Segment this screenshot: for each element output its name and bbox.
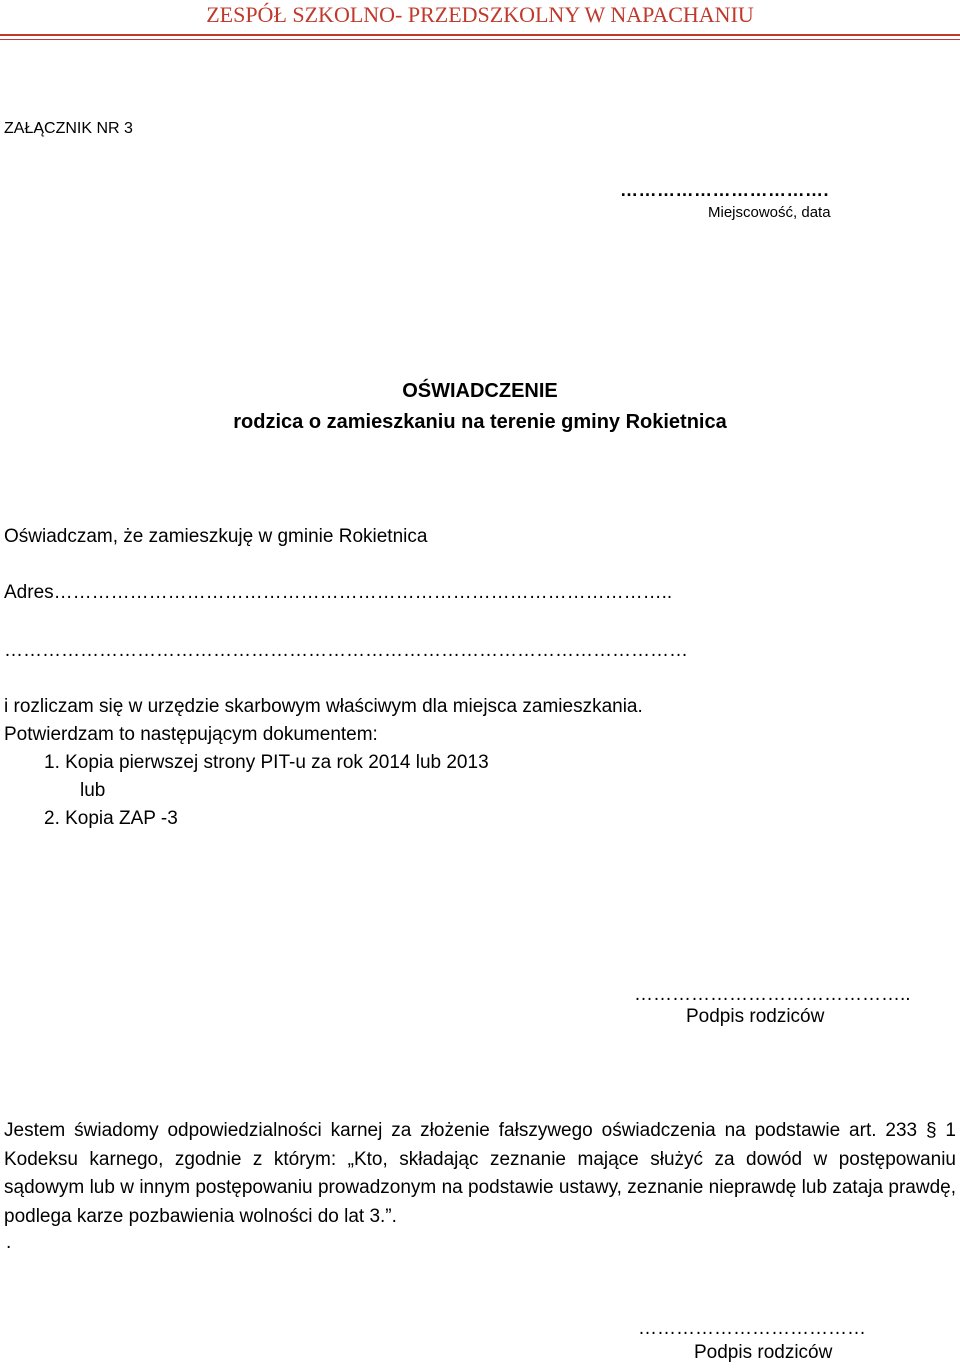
declaration-text: Oświadczam, że zamieszkuję w gminie Rokietnica — [4, 526, 428, 547]
confirm-text: Potwierdzam to następującym dokumentem: — [4, 724, 378, 745]
document-option-1: 1. Kopia pierwszej strony PIT-u za rok 2014 lub 2013 — [44, 752, 489, 773]
stray-dot: . — [6, 1232, 12, 1253]
document-option-2: 2. Kopia ZAP -3 — [44, 808, 178, 829]
document-option-or: lub — [80, 780, 106, 801]
header-rule-thin — [0, 39, 960, 40]
address-field: Adres…………………………………………………………………………………….. — [4, 582, 673, 603]
header-rule — [0, 34, 960, 36]
document-subtitle: rodzica o zamieszkaniu na terenie gminy Rokietnica — [233, 411, 727, 433]
signature-label-2: Podpis rodziców — [694, 1342, 833, 1363]
address-field-continuation: ……………………………………………………………………………………………… — [4, 640, 688, 661]
tax-office-text: i rozliczam się w urzędzie skarbowym właściwym dla miejsca zamieszkania. — [4, 696, 643, 717]
attachment-number: ZAŁĄCZNIK NR 3 — [4, 120, 133, 137]
date-field-label: Miejscowość, data — [708, 204, 831, 221]
signature-line-2: ……………………………… — [638, 1318, 866, 1339]
signature-label: Podpis rodziców — [686, 1006, 825, 1027]
liability-statement: Jestem świadomy odpowiedzialności karnej za złożenie fałszywego oświadczenia na podstawie art. 233 § 1 Kodeksu karnego, zgodnie z którym: „Kto, składając zeznanie mające służyć za dowód w postępowaniu sądowym lub w innym postępowaniu prowadzonym na podstawie ustawy, zeznanie nieprawdę lub zataja prawdę, podlega karze pozbawienia wolności do lat 3.”. — [4, 1120, 956, 1227]
header-title: ZESPÓŁ SZKOLNO- PRZEDSZKOLNY W NAPACHANIU — [206, 2, 754, 27]
date-field-line: ……………………………. — [620, 180, 830, 200]
document-title: OŚWIADCZENIE — [402, 380, 558, 402]
signature-line: …………………………………….. — [634, 984, 911, 1005]
